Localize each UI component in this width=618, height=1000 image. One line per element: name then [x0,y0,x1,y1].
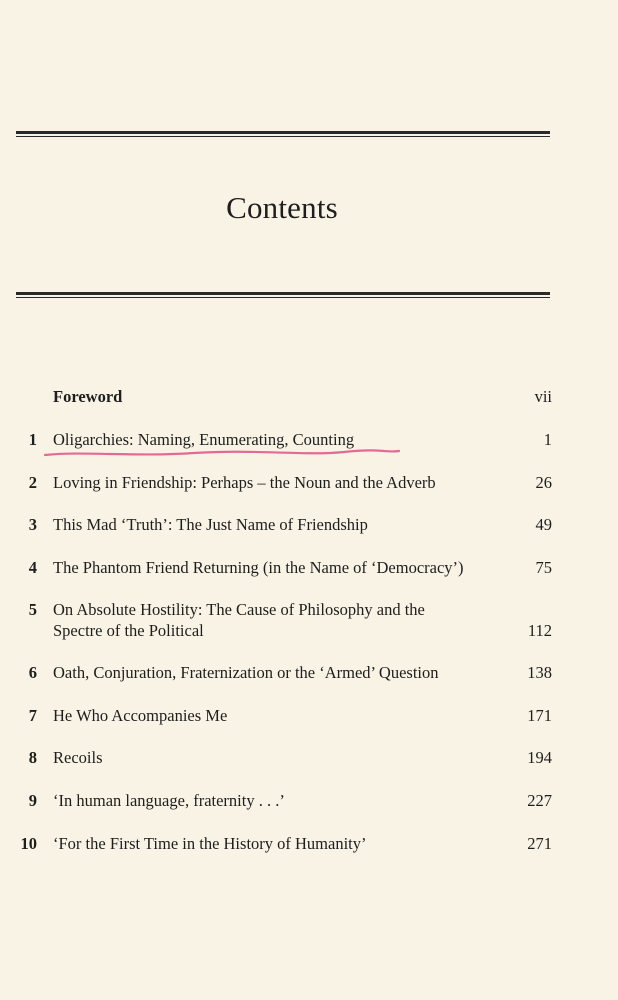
page-number: 194 [527,748,552,767]
page-number: 112 [527,621,552,640]
entry-title: Loving in Friendship: Perhaps – the Noun and the Adverb [53,473,436,492]
page-number: 138 [527,663,552,682]
chapter-number: 2 [28,473,37,492]
chapter-number: 6 [28,663,37,682]
chapter-number: 10 [20,834,37,853]
page-number: vii [534,387,552,406]
entry-title: He Who Accompanies Me [53,706,228,725]
chapter-number: 1 [28,430,37,449]
entry-title: ‘In human language, fraternity . . .’ [53,791,285,810]
chapter-number: 5 [28,600,37,619]
chapter-number: 7 [28,706,37,725]
page-number: 26 [535,473,552,492]
chapter-number: 8 [28,748,37,767]
entry-title: This Mad ‘Truth’: The Just Name of Friendship [53,515,368,534]
page-number: 1 [543,430,552,449]
entry-title: Foreword [53,387,123,406]
entry-title-line-2: Spectre of the Political [53,621,204,640]
chapter-number: 9 [28,791,37,810]
entry-title: Recoils [53,748,103,767]
chapter-number: 4 [28,558,37,577]
page-number: 227 [527,791,552,810]
page-number: 171 [527,706,552,725]
top-double-rule [16,131,550,139]
page-number: 271 [527,834,552,853]
page-title: Contents [226,190,338,225]
entry-title: The Phantom Friend Returning (in the Name of ‘Democracy’) [53,558,464,577]
bottom-double-rule [16,292,550,300]
entry-title-line-1: On Absolute Hostility: The Cause of Philosophy and the [53,600,425,619]
entry-title: Oligarchies: Naming, Enumerating, Counting [53,430,355,449]
entry-title: ‘For the First Time in the History of Humanity’ [53,834,367,853]
entry-title: Oath, Conjuration, Fraternization or the ‘Armed’ Question [53,663,439,682]
page-number: 49 [535,515,552,534]
chapter-number: 3 [28,515,37,534]
page-number: 75 [535,558,552,577]
